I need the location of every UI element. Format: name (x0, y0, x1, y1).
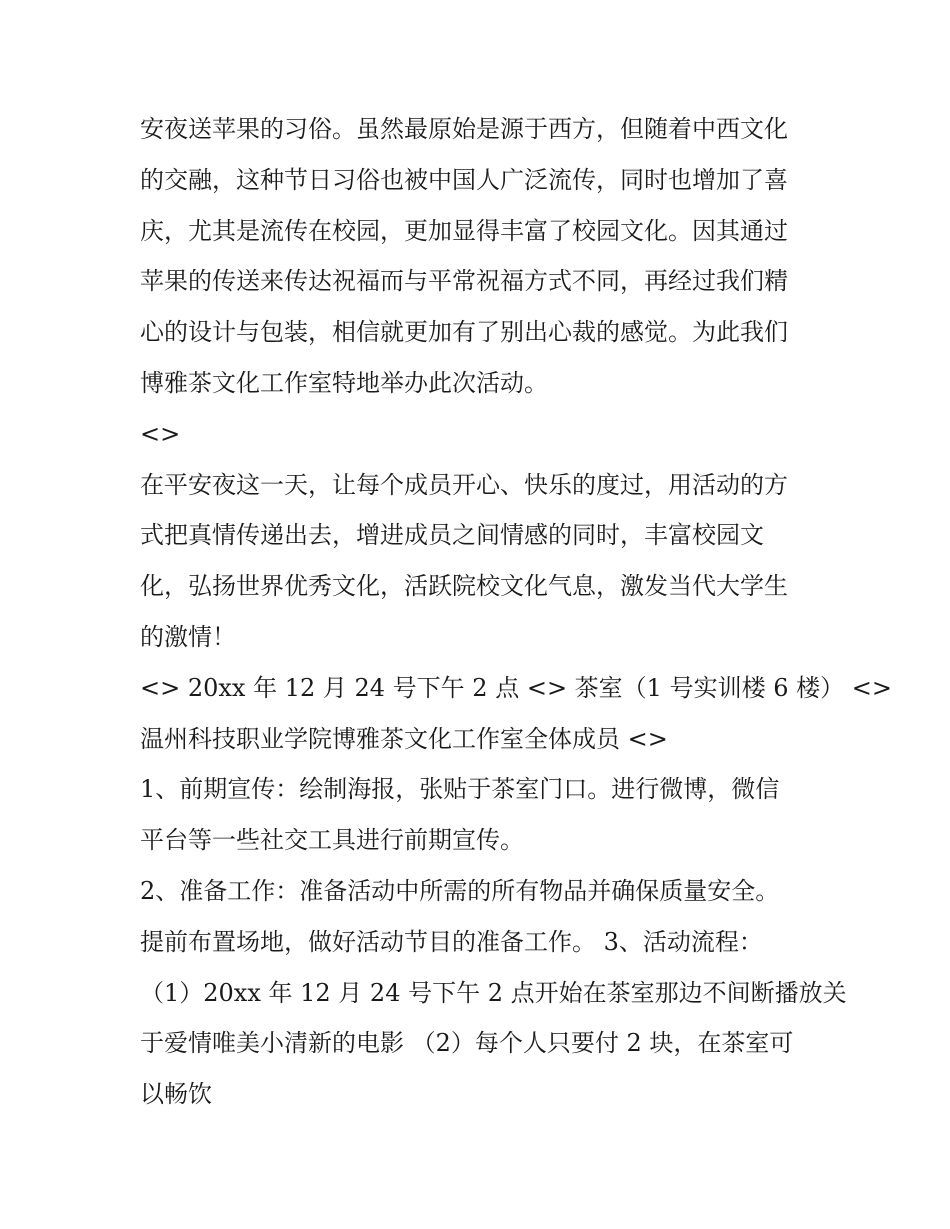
text-line: 的交融，这种节日习俗也被中国人广泛流传，同时也增加了喜 (140, 165, 788, 194)
text-line: 博雅茶文化工作室特地举办此次活动。 (140, 368, 548, 397)
document-body (140, 104, 892, 1120)
text-line: 苹果的传送来传达祝福而与平常祝福方式不同，再经过我们精 (140, 267, 788, 296)
text-line: （1）20xx 年 12 月 24 号下午 2 点开始在茶室那边不间断播放关 (140, 978, 847, 1007)
text-line: 于爱情唯美小清新的电影 （2）每个人只要付 2 块，在茶室可 (140, 1029, 794, 1058)
text-line: 1、前期宣传：绘制海报，张贴于茶室门口。进行微博，微信 (140, 775, 780, 804)
text-line: 2、准备工作：准备活动中所需的所有物品并确保质量安全。 (140, 876, 780, 905)
text-line: 化，弘扬世界优秀文化，活跃院校文化气息，激发当代大学生 (140, 572, 788, 601)
text-line: 温州科技职业学院博雅茶文化工作室全体成员 <> (140, 724, 668, 753)
text-line: 安夜送苹果的习俗。虽然最原始是源于西方，但随着中西文化 (140, 115, 788, 143)
text-line: 在平安夜这一天，让每个成员开心、快乐的度过，用活动的方 (140, 470, 788, 499)
text-line: 式把真情传递出去，增进成员之间情感的同时，丰富校园文 (140, 521, 764, 550)
text-line: <> 20xx 年 12 月 24 号下午 2 点 <> 茶室（1 号实训楼 6 楼） <> (140, 673, 892, 702)
text-line: 心的设计与包装，相信就更加有了别出心裁的感觉。为此我们 (140, 318, 788, 347)
text-line: 提前布置场地，做好活动节目的准备工作。 3、活动流程： (140, 927, 763, 956)
text-line: 庆，尤其是流传在校园，更加显得丰富了校园文化。因其通过 (140, 216, 788, 245)
text-line: 的激情！ (140, 622, 236, 651)
text-line: 平台等一些社交工具进行前期宣传。 (140, 826, 524, 855)
text-line: <> (140, 419, 181, 448)
text-line: 以畅饮 (140, 1080, 212, 1109)
